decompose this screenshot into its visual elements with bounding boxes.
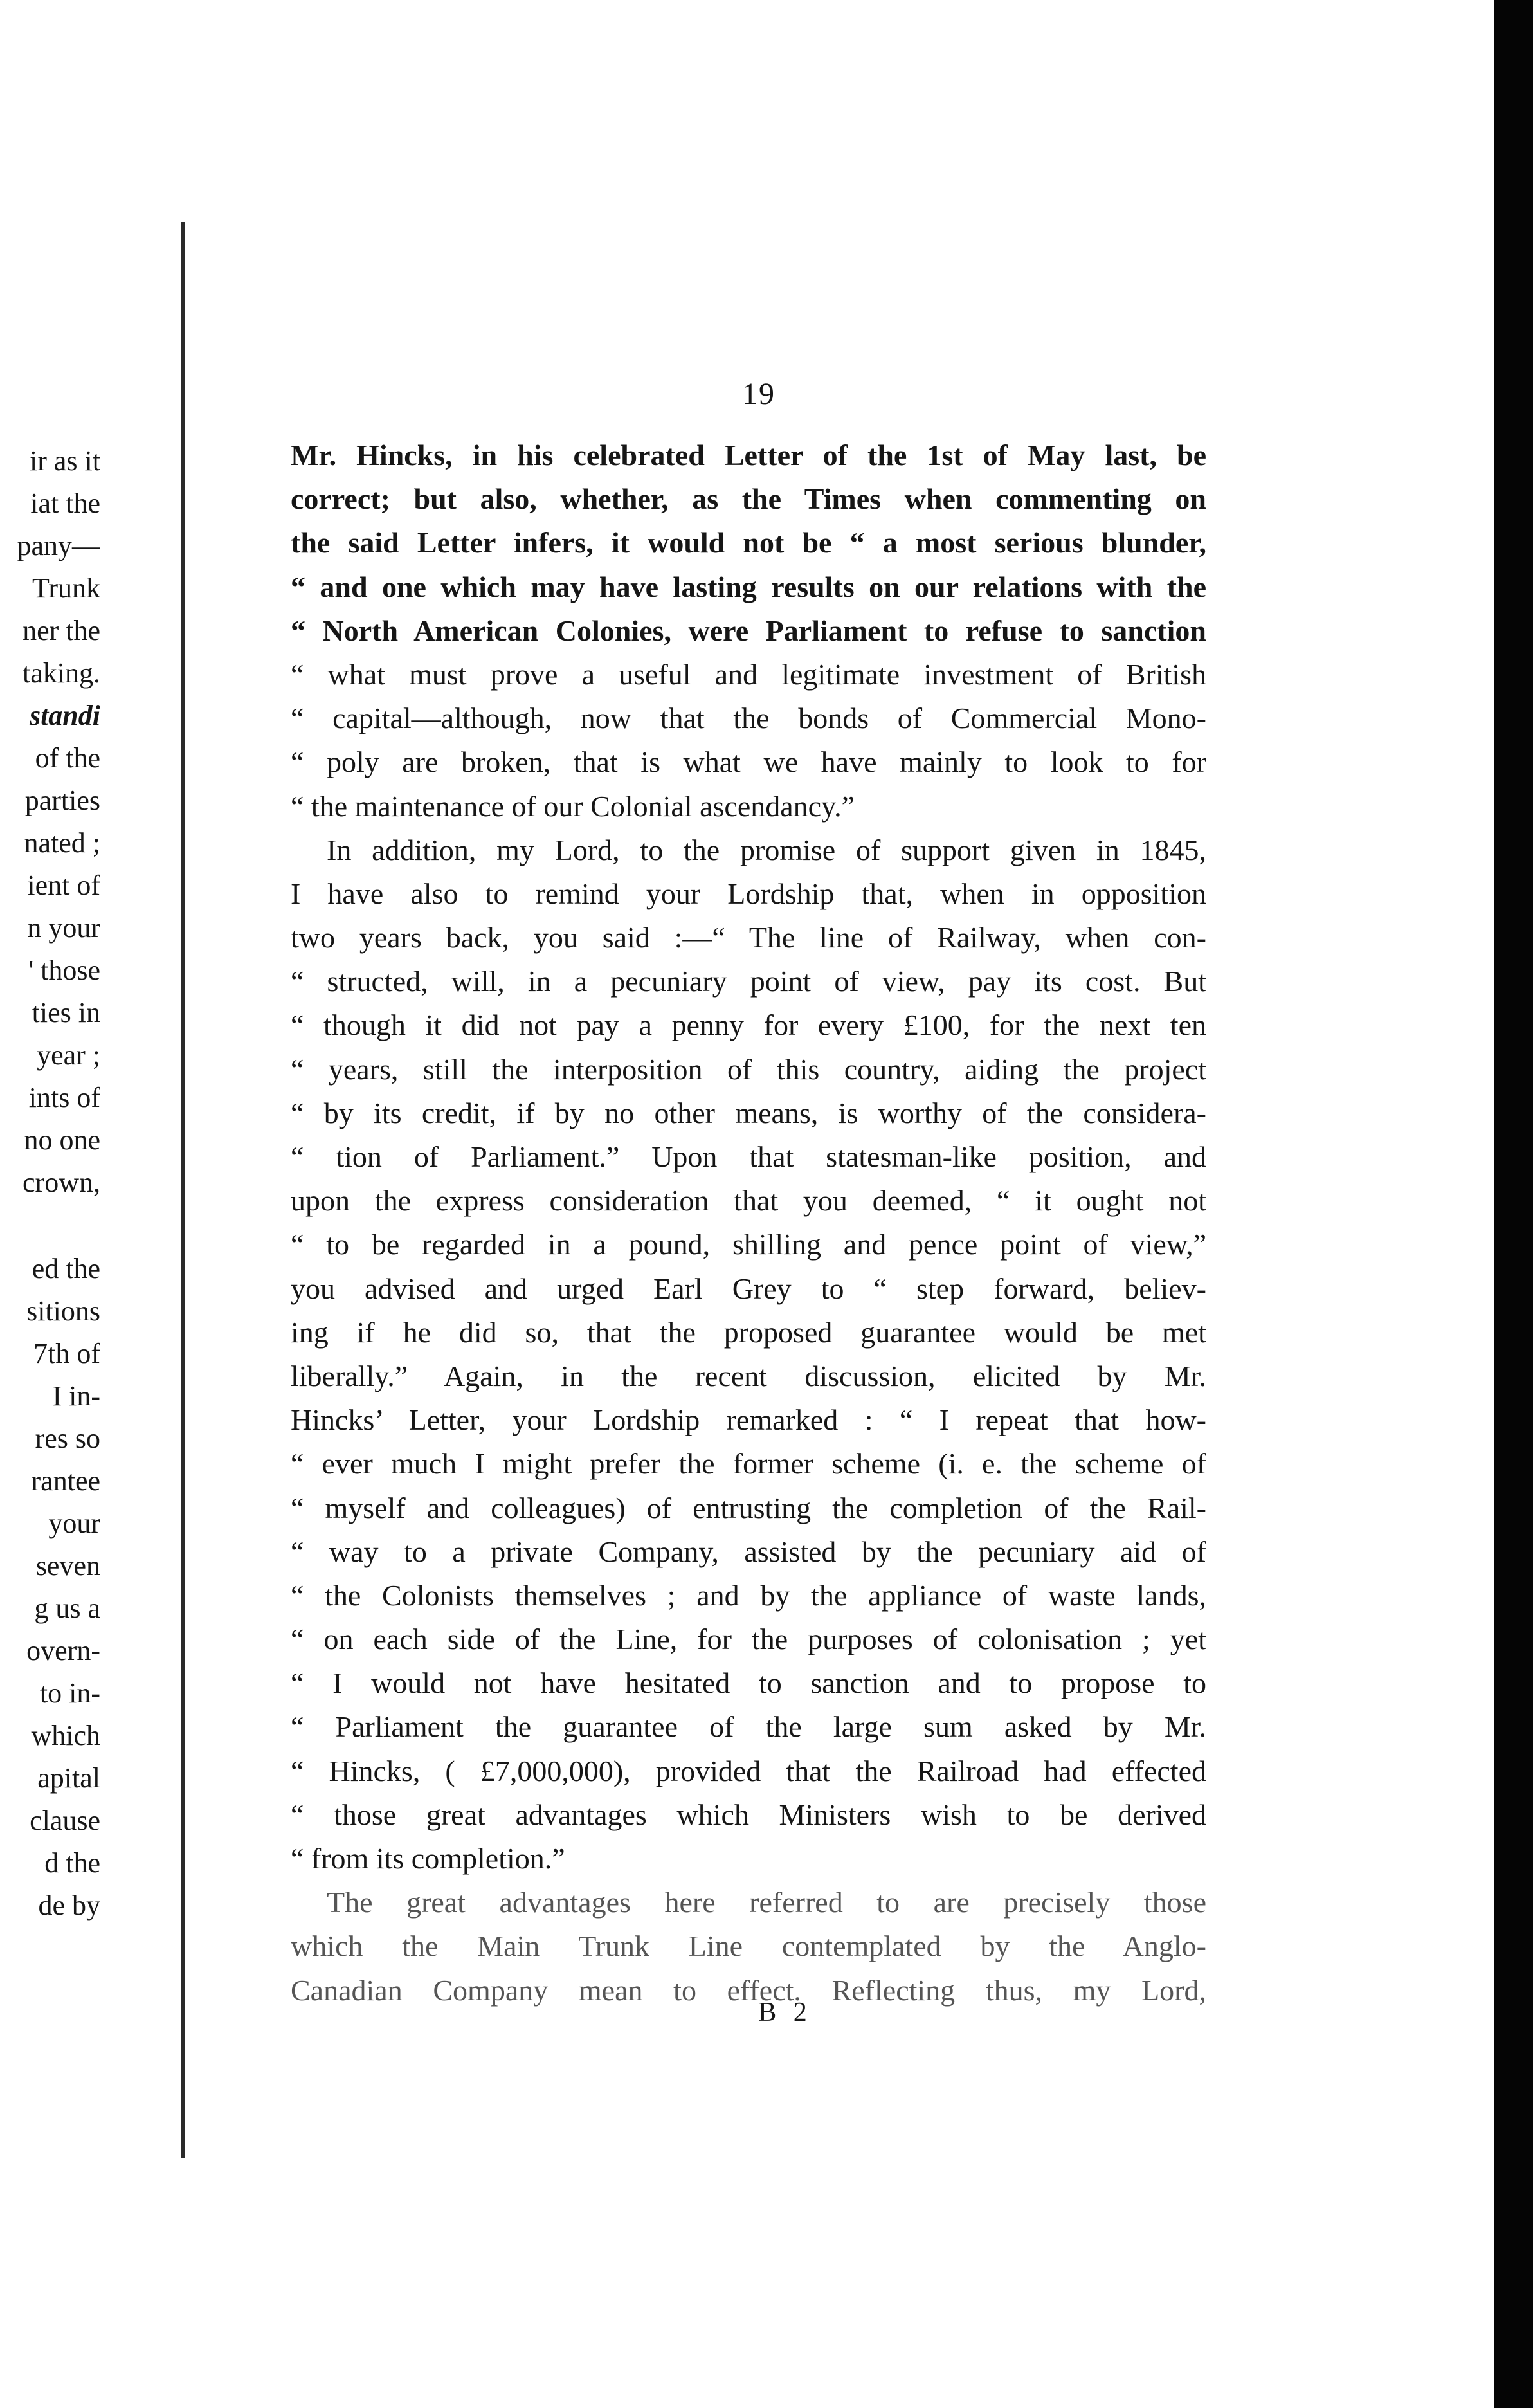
text-line: “ myself and colleagues) of entrusting the completion of the Rail-: [291, 1491, 1206, 1524]
facing-line: d the: [44, 1847, 100, 1879]
text-line: “ the Colonists themselves ; and by the appliance of waste lands,: [291, 1578, 1206, 1612]
text-line: “ North American Colonies, were Parliament to refuse to sanction: [291, 614, 1206, 647]
facing-line: taking.: [23, 657, 100, 689]
page-number: 19: [742, 377, 776, 411]
facing-line: ' those: [28, 954, 100, 986]
facing-line: year ;: [37, 1039, 100, 1071]
facing-line: g us a: [34, 1592, 100, 1624]
facing-line: ient of: [27, 870, 100, 901]
page-gutter-line: [181, 222, 185, 2158]
text-line: “ I would not have hesitated to sanction and to propose to: [291, 1666, 1206, 1700]
facing-line-gap: [0, 1204, 100, 1248]
facing-line: crown,: [23, 1167, 100, 1198]
text-line: I have also to remind your Lordship that, when in opposition: [291, 877, 1206, 910]
text-line: “ on each side of the Line, for the purposes of colonisation ; yet: [291, 1623, 1206, 1656]
facing-line: seven: [35, 1550, 100, 1582]
text-line: “ tion of Parliament.” Upon that statesman-like position, and: [291, 1140, 1206, 1173]
facing-line: parties: [24, 785, 100, 816]
facing-line: standi: [29, 700, 100, 731]
facing-line: ints of: [28, 1082, 100, 1113]
text-line: “ the maintenance of our Colonial ascendancy.”: [291, 789, 855, 823]
facing-line: to in-: [39, 1677, 100, 1709]
facing-line: your: [48, 1508, 100, 1539]
text-line: “ Parliament the guarantee of the large sum asked by Mr.: [291, 1710, 1206, 1744]
facing-line: clause: [30, 1805, 100, 1836]
facing-line: rantee: [31, 1465, 100, 1497]
text-line: “ and one which may have lasting results on our relations with the: [291, 570, 1206, 603]
facing-line: ir as it: [30, 445, 100, 477]
signature-mark: B 2: [758, 1998, 812, 2027]
facing-line: pany—: [17, 530, 100, 561]
text-line: “ poly are broken, that is what we have mainly to look to for: [291, 745, 1206, 779]
facing-line: n your: [27, 912, 100, 944]
facing-line: ed the: [32, 1253, 100, 1284]
text-line: “ capital—although, now that the bonds of Commercial Mono-: [291, 702, 1206, 735]
text-line: which the Main Trunk Line contemplated by the Anglo-: [291, 1929, 1206, 1963]
text-line: the said Letter infers, it would not be “ a most serious blunder,: [291, 526, 1206, 560]
facing-line: no one: [24, 1124, 100, 1156]
facing-line: which: [31, 1720, 100, 1751]
text-line: Mr. Hincks, in his celebrated Letter of the 1st of May last, be: [291, 439, 1206, 471]
text-line: “ years, still the interposition of this country, aiding the project: [291, 1052, 1206, 1086]
text-line: “ from its completion.”: [291, 1842, 565, 1875]
text-line: “ to be regarded in a pound, shilling and pence point of view,”: [291, 1228, 1206, 1261]
facing-line: apital: [37, 1762, 100, 1794]
text-line: “ by its credit, if by no other means, is worthy of the considera-: [291, 1096, 1206, 1129]
text-line: upon the express consideration that you deemed, “ it ought not: [291, 1184, 1206, 1218]
text-line: “ Hincks, ( £7,000,000), provided that the Railroad had effected: [291, 1754, 1206, 1787]
text-line: “ though it did not pay a penny for every £100, for the next ten: [291, 1008, 1206, 1042]
text-line: The great advantages here referred to are precisely those: [327, 1886, 1206, 1919]
text-line: Hincks’ Letter, your Lordship remarked : “ I repeat that how-: [291, 1403, 1206, 1437]
text-line: correct; but also, whether, as the Times when commenting on: [291, 482, 1206, 516]
scan-edge-border: [1494, 0, 1533, 2408]
text-line: you advised and urged Earl Grey to “ step forward, believ-: [291, 1272, 1206, 1305]
facing-line: I in-: [52, 1380, 100, 1412]
facing-line: overn-: [26, 1635, 100, 1666]
facing-line: de by: [38, 1890, 100, 1921]
text-line: “ ever much I might prefer the former scheme (i. e. the scheme of: [291, 1447, 1206, 1481]
facing-line: Trunk: [32, 572, 100, 604]
body-text: [291, 433, 1206, 2012]
facing-line: ties in: [32, 997, 100, 1028]
text-line: In addition, my Lord, to the promise of support given in 1845,: [327, 833, 1206, 866]
text-line: Canadian Company mean to effect. Reflecting thus, my Lord,: [291, 1973, 1206, 2007]
text-line: “ what must prove a useful and legitimate investment of British: [291, 657, 1206, 691]
facing-page-fragment: [0, 440, 100, 1927]
facing-line: of the: [35, 742, 100, 774]
text-line: ing if he did so, that the proposed guarantee would be met: [291, 1315, 1206, 1349]
text-line: liberally.” Again, in the recent discussion, elicited by Mr.: [291, 1359, 1206, 1392]
text-line: two years back, you said :—“ The line of Railway, when con-: [291, 921, 1206, 954]
facing-line: ner the: [23, 615, 100, 646]
text-line: “ structed, will, in a pecuniary point of view, pay its cost. But: [291, 965, 1206, 998]
text-line: “ way to a private Company, assisted by the pecuniary aid of: [291, 1535, 1206, 1568]
facing-line: 7th of: [33, 1338, 100, 1369]
facing-line: sitions: [26, 1295, 100, 1327]
facing-line: iat the: [30, 488, 100, 519]
facing-line: res so: [35, 1423, 100, 1454]
facing-line: nated ;: [24, 827, 100, 859]
text-line: “ those great advantages which Ministers wish to be derived: [291, 1798, 1206, 1831]
